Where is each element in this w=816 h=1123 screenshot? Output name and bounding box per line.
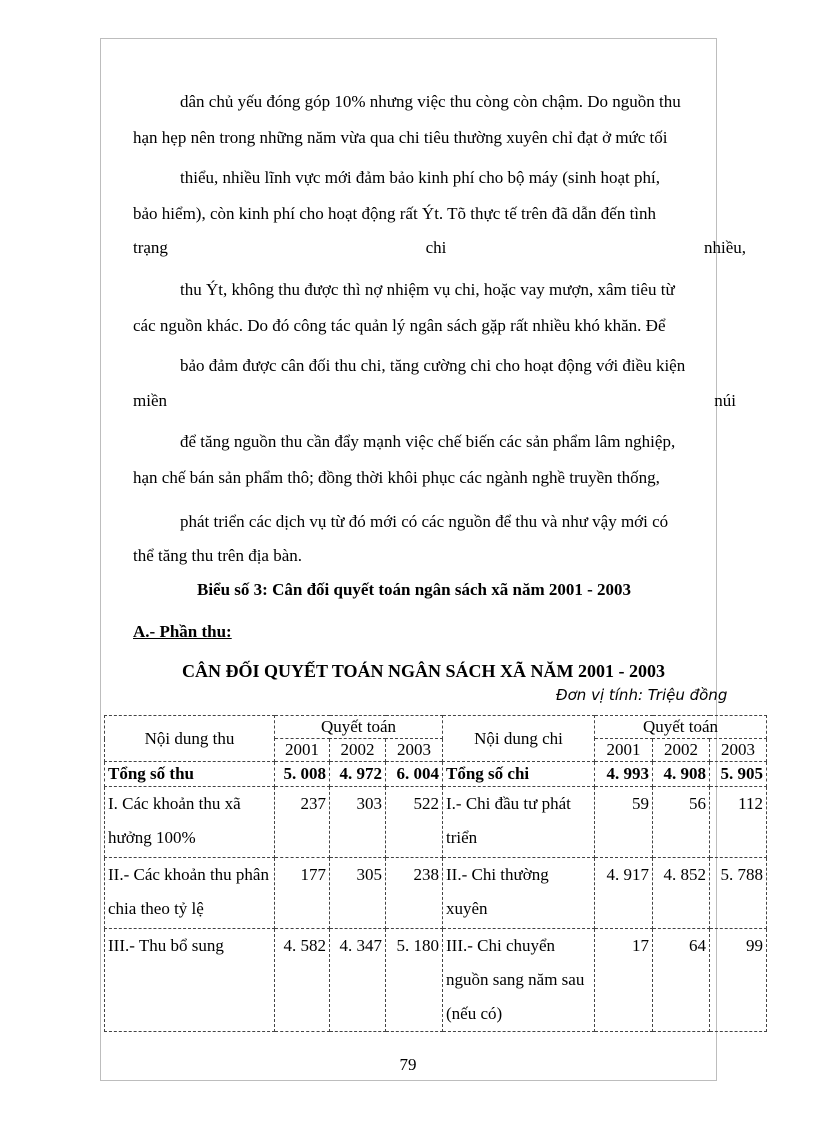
income-value: 303 [330, 787, 386, 858]
income-value: 6. 004 [386, 762, 443, 787]
table-row [105, 787, 767, 858]
year-header: 2001 [275, 739, 330, 762]
expense-value: 17 [595, 929, 653, 1032]
word: nhiều, [703, 238, 746, 257]
expense-label: Tổng số chi [443, 762, 595, 787]
text-line: để tăng nguồn thu cần đẩy mạnh việc chế biến các sản phẩm lâm nghiệp, [180, 432, 676, 451]
text-line: dân chủ yếu đóng góp 10% nhưng việc thu còng còn chậm. Do nguồn thu [180, 92, 681, 111]
year-header: 2002 [330, 739, 386, 762]
income-value: 4. 972 [330, 762, 386, 787]
text-line: thu Ýt, không thu được thì nợ nhiệm vụ chi, hoặc vay mượn, xâm tiêu từ [180, 280, 675, 299]
text-line-justified [133, 391, 736, 411]
text-line: thiểu, nhiều lĩnh vực mới đảm bảo kinh phí cho bộ máy (sinh hoạt phí, [180, 168, 660, 187]
budget-table [104, 715, 767, 1032]
expense-value: 112 [710, 787, 767, 858]
text-line: bảo hiểm), còn kinh phí cho hoạt động rất Ýt. Tõ thực tế trên đã dẫn đến tình [133, 204, 657, 223]
text-line: phát triển các dịch vụ từ đó mới có các nguồn để thu và như vậy mới có [180, 512, 669, 531]
expense-value: 5. 905 [710, 762, 767, 787]
word: trạng [133, 238, 168, 257]
income-value: 305 [330, 858, 386, 929]
word: núi [714, 391, 736, 410]
table-header-row [105, 716, 767, 739]
section-title: A.- Phần thu: [133, 622, 232, 641]
income-value: 5. 180 [386, 929, 443, 1032]
expense-value: 56 [653, 787, 710, 858]
income-value: 238 [386, 858, 443, 929]
expense-label: II.- Chi thường xuyên [443, 858, 595, 929]
header-expense-content: Nội dung chi [443, 716, 595, 762]
unit-label: Đơn vị tính: Triệu đồng [556, 686, 728, 704]
year-header: 2002 [653, 739, 710, 762]
text-line-justified [133, 238, 746, 258]
income-label: III.- Thu bổ sung [105, 929, 275, 1032]
expense-value: 5. 788 [710, 858, 767, 929]
word: chi [425, 238, 447, 257]
table-title: CÂN ĐỐI QUYẾT TOÁN NGÂN SÁCH XÃ NĂM 2001 - 2003 [182, 661, 666, 681]
expense-value: 64 [653, 929, 710, 1032]
income-label: Tổng số thu [105, 762, 275, 787]
table-row-total [105, 762, 767, 787]
year-header: 2001 [595, 739, 653, 762]
table-row [105, 858, 767, 929]
income-value: 177 [275, 858, 330, 929]
expense-value: 59 [595, 787, 653, 858]
expense-label: III.- Chi chuyển nguồn sang năm sau (nếu có) [443, 929, 595, 1032]
text-line: hạn hẹp nên trong những năm vừa qua chi tiêu thường xuyên chỉ đạt ở mức tối [133, 128, 668, 147]
word: miền [133, 391, 167, 410]
header-income-content: Nội dung thu [105, 716, 275, 762]
expense-value: 99 [710, 929, 767, 1032]
header-settlement-income: Quyết toán [275, 716, 443, 739]
header-settlement-expense: Quyết toán [595, 716, 767, 739]
text-line: hạn chế bán sản phẩm thô; đồng thời khôi phục các ngành nghề truyền thống, [133, 468, 660, 487]
income-value: 4. 582 [275, 929, 330, 1032]
year-header: 2003 [386, 739, 443, 762]
expense-label: I.- Chi đầu tư phát triển [443, 787, 595, 858]
expense-value: 4. 917 [595, 858, 653, 929]
income-label: I. Các khoản thu xã hưởng 100% [105, 787, 275, 858]
expense-value: 4. 908 [653, 762, 710, 787]
income-value: 5. 008 [275, 762, 330, 787]
year-header: 2003 [710, 739, 767, 762]
table-row [105, 929, 767, 1032]
expense-value: 4. 852 [653, 858, 710, 929]
expense-value: 4. 993 [595, 762, 653, 787]
income-label: II.- Các khoản thu phân chia theo tỷ lệ [105, 858, 275, 929]
income-value: 237 [275, 787, 330, 858]
page-number: 79 [399, 1055, 417, 1074]
text-line: các nguồn khác. Do đó công tác quản lý ngân sách gặp rất nhiều khó khăn. Để [133, 316, 666, 335]
chart-title: Biểu số 3: Cân đối quyết toán ngân sách xã năm 2001 - 2003 [197, 580, 632, 599]
income-value: 4. 347 [330, 929, 386, 1032]
income-value: 522 [386, 787, 443, 858]
text-line: bảo đảm được cân đối thu chi, tăng cường chi cho hoạt động với điều kiện [180, 356, 686, 375]
text-line: thể tăng thu trên địa bàn. [133, 546, 303, 565]
